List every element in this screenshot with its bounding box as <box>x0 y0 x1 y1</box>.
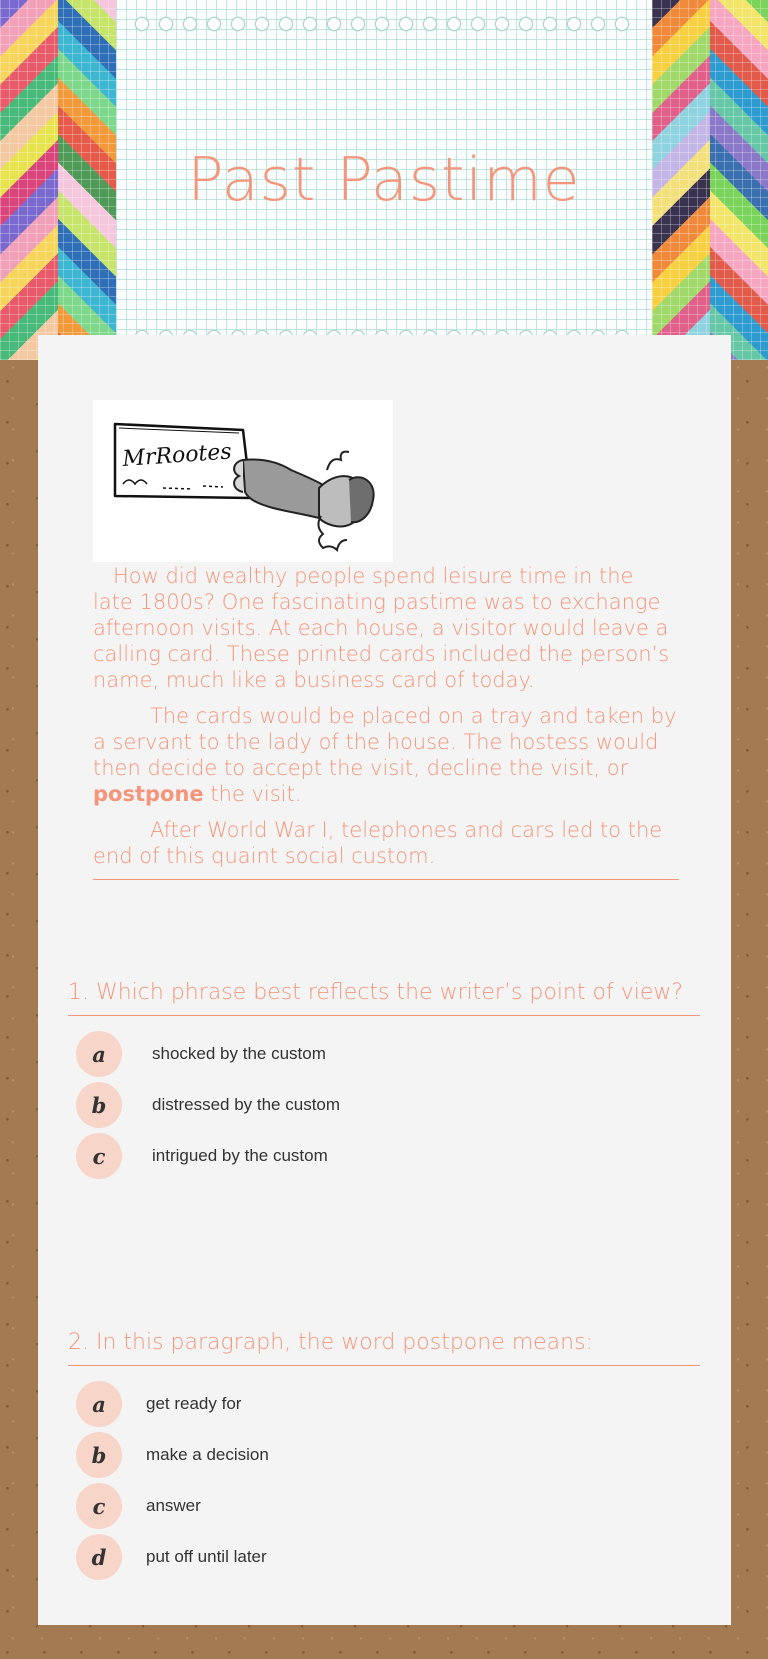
page-title: Past Pastime <box>187 145 581 215</box>
question-2-prompt: 2. In this paragraph, the word postpone means: <box>68 1330 700 1366</box>
question-1-prompt: 1. Which phrase best reflects the writer’s point of view? <box>68 980 700 1016</box>
q2-option-d[interactable] <box>76 1534 267 1580</box>
option-letter-badge[interactable]: a <box>76 1031 122 1077</box>
option-text[interactable]: get ready for <box>146 1394 242 1413</box>
decorative-chevron-strip-right <box>652 0 768 360</box>
decorative-chevron-strip-left <box>0 0 116 360</box>
hand-holding-card-icon <box>93 400 393 562</box>
option-letter-badge[interactable]: d <box>76 1534 122 1580</box>
notepad-holes-top <box>130 16 638 32</box>
option-text[interactable]: make a decision <box>146 1445 269 1464</box>
q1-option-a[interactable] <box>76 1031 326 1077</box>
option-text[interactable]: intrigued by the custom <box>152 1146 328 1165</box>
q1-option-b[interactable] <box>76 1082 340 1128</box>
reading-passage <box>93 563 679 880</box>
graph-paper-notepad <box>116 0 652 345</box>
card-name-text: MrRootes <box>121 439 233 472</box>
option-letter-badge[interactable]: b <box>76 1082 122 1128</box>
option-letter-badge[interactable]: c <box>76 1483 122 1529</box>
header-banner <box>0 0 768 360</box>
q2-option-a[interactable] <box>76 1381 241 1427</box>
passage-paragraph-3: After World War I, telephones and cars led to the end of this quaint social custom. <box>93 818 663 868</box>
vocabulary-word: postpone <box>93 782 204 806</box>
passage-paragraph-2: The cards would be placed on a tray and taken by a servant to the lady of the house. The hostess would then decide to accept the visit, decline the visit, or postpone the visit. <box>93 704 677 806</box>
option-text[interactable]: distressed by the custom <box>152 1095 341 1114</box>
option-letter-badge[interactable]: b <box>76 1432 122 1478</box>
option-text[interactable]: shocked by the custom <box>152 1044 326 1063</box>
option-letter-badge[interactable]: a <box>76 1381 122 1427</box>
worksheet-card <box>38 335 731 1625</box>
passage-paragraph-1: How did wealthy people spend leisure time in the late 1800s? One fascinating pastime was to exchange afternoon visits. At each house, a visitor would leave a calling card. These printed cards included the person’s name, much like a business card of today. <box>93 564 670 692</box>
option-text[interactable]: answer <box>146 1496 201 1515</box>
q2-option-b[interactable] <box>76 1432 269 1478</box>
q1-option-c[interactable] <box>76 1133 328 1179</box>
q2-option-c[interactable] <box>76 1483 201 1529</box>
calling-card-illustration <box>93 400 393 562</box>
option-letter-badge[interactable]: c <box>76 1133 122 1179</box>
option-text[interactable]: put off until later <box>146 1547 267 1566</box>
